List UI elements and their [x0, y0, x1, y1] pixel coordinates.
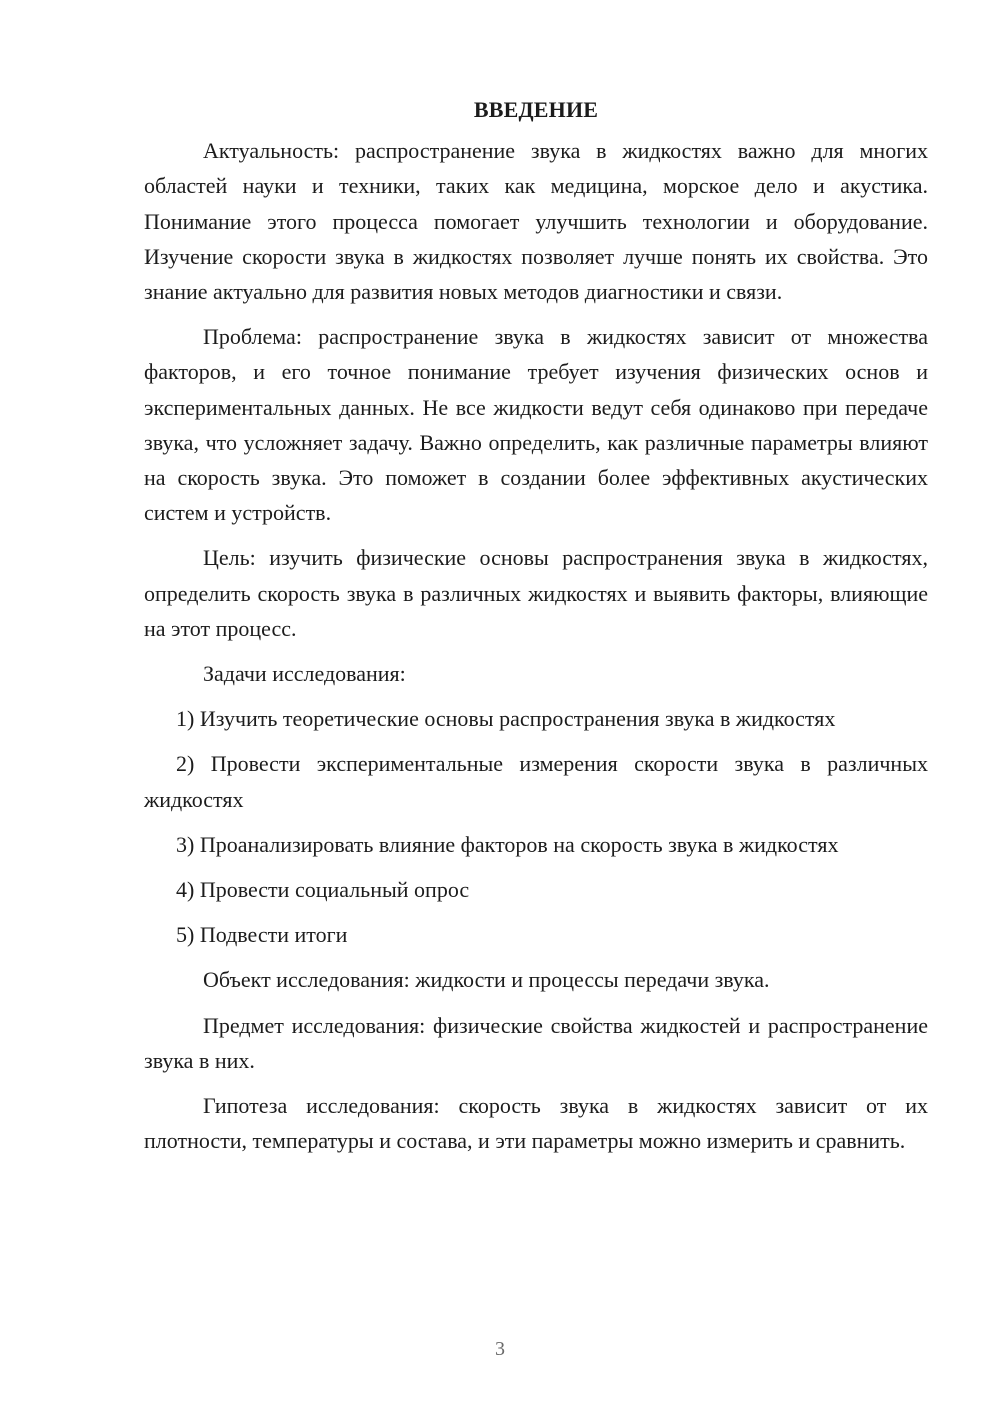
section-heading: ВВЕДЕНИЕ [473, 97, 599, 122]
task-item: 1) Изучить теоретические основы распространения звука в жидкостях [176, 706, 836, 732]
paragraph-subject: Предмет исследования: физические свойства жидкостей и распространение звука в них. [144, 1012, 928, 1073]
task-item: 4) Провести социальный опрос [176, 877, 470, 903]
task-item: 2) Провести экспериментальные измерения скорости звука в различных жидкостях [144, 751, 928, 812]
paragraph-problem: Проблема: распространение звука в жидкостях зависит от множества факторов, и его точное понимание требует изучения физических основ и экспериментальных данных. Не все жидкости ведут себя одинаково при передаче звука, что усложняет задачу. Важно определить, как различные параметры влияют на скорость звука. Это поможет в создании более эффективных акустических систем и устройств. [144, 324, 928, 526]
tasks-heading: Задачи исследования: [203, 661, 406, 687]
paragraph-hypothesis: Гипотеза исследования: скорость звука в жидкостях зависит от их плотности, температуры и состава, и эти параметры можно измерить и сравнить. [144, 1093, 928, 1154]
task-item: 3) Проанализировать влияние факторов на скорость звука в жидкостях [176, 831, 839, 857]
paragraph-goal: Цель: изучить физические основы распространения звука в жидкостях, определить скорость звука в различных жидкостях и выявить факторы, влияющие на этот процесс. [144, 545, 928, 641]
paragraph-object: Объект исследования: жидкости и процессы передачи звука. [203, 967, 770, 993]
document-body [144, 92, 928, 1168]
page-number: 3 [495, 1338, 505, 1360]
task-item: 5) Подвести итоги [176, 922, 348, 948]
paragraph-relevance: Актуальность: распространение звука в жидкостях важно для многих областей науки и техники, таких как медицина, морское дело и акустика. Понимание этого процесса помогает улучшить технологии и оборудование. Изучение скорости звука в жидкостях позволяет лучше понять их свойства. Это знание актуально для развития новых методов диагностики и связи. [144, 138, 928, 305]
